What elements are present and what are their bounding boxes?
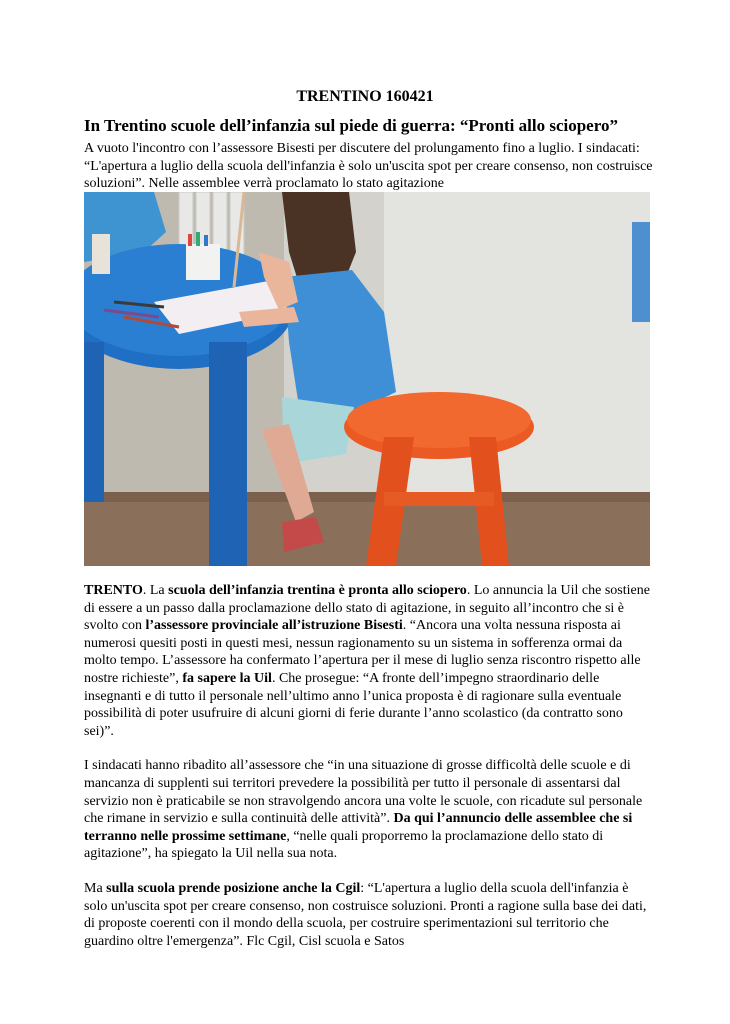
text-run: Ma (84, 880, 107, 896)
paragraph-2 (84, 757, 654, 863)
dateline: TRENTO (84, 583, 143, 598)
article-body (84, 582, 654, 967)
bold-run: l’assessore provinciale all’istruzione Bisesti (145, 618, 403, 634)
bold-run: scuola dell’infanzia trentina è pronta allo sciopero (168, 583, 467, 598)
document-header: TRENTINO 160421 (296, 88, 434, 105)
child-drawing-at-table-icon (84, 192, 650, 566)
bold-run: sulla scuola prende posizione anche la Cgil (106, 880, 361, 896)
bold-run: Da qui l’annuncio delle assemblee che si terranno nelle prossime settimane (84, 811, 633, 844)
text-run: I sindacati hanno ribadito all’assessore che “in una situazione di grosse difficoltà delle scuole e di mancanza di supplenti sui territori prevedere la possibilità per tutto il personale di assentarsi dal servizio non è praticabile se non stravolgendo ancora una volte le scuole, con ricadute sul personale che rimane in servizio e sulla continuità delle attività”. (84, 758, 643, 827)
paragraph-1 (84, 582, 654, 740)
article-headline: In Trentino scuole dell’infanzia sul piede di guerra: “Pronti allo sciopero” (84, 116, 618, 135)
text-run: . “Ancora una volta nessuna risposta ai numerosi quesiti posti in questi mesi, nessun ragionamento su un sistema in sofferenza ormai da molto tempo. L’assessore ha confermato l’apertura per il mese di luglio senza riscontro rispetto alle nostre richieste”, (84, 618, 641, 686)
paragraph-3 (84, 880, 654, 950)
text-run: . La (142, 583, 169, 598)
text-run: . Lo annuncia la Uil che sostiene di essere a un passo dalla proclamazione dello stato di agitazione, in seguito all’incontro che si è svolto con (84, 583, 650, 634)
text-run: . Che prosegue: “A fronte dell’impegno straordinario delle insegnanti e di tutto il personale nell’ultimo anno l’unica proposta è di ragionare sulla eventuale possibilità di poter usufruire di alcuni giorni di ferie durante l’anno scolastico (da contratto sono sei)”. (84, 670, 623, 739)
text-run: , “nelle quali proporremo la proclamazione dello stato di agitazione”, ha spiegato la Uil nella sua nota. (84, 828, 604, 862)
article-lede: A vuoto l'incontro con l’assessore Bisesti per discutere del prolungamento fino a luglio. I sindacati: “L'apertura a luglio della scuola dell'infanzia è solo un'uscita spot per creare consenso, non costruisce soluzioni”. Nelle assemblee verrà proclamato lo stato agitazione (84, 141, 653, 191)
article-photo (84, 192, 650, 566)
text-run: : “L'apertura a luglio della scuola dell'infanzia è solo un'uscita spot per creare consenso, non costruisce soluzioni. Pronti a ragione sulla base dei dati, di proposte coerenti con il mondo della scuola, per costruire sperimentazioni sul territorio che guardino oltre l'emergenza”. Flc Cgil, Cisl scuola e Satos (84, 880, 647, 949)
bold-run: fa sapere la Uil (182, 670, 272, 686)
